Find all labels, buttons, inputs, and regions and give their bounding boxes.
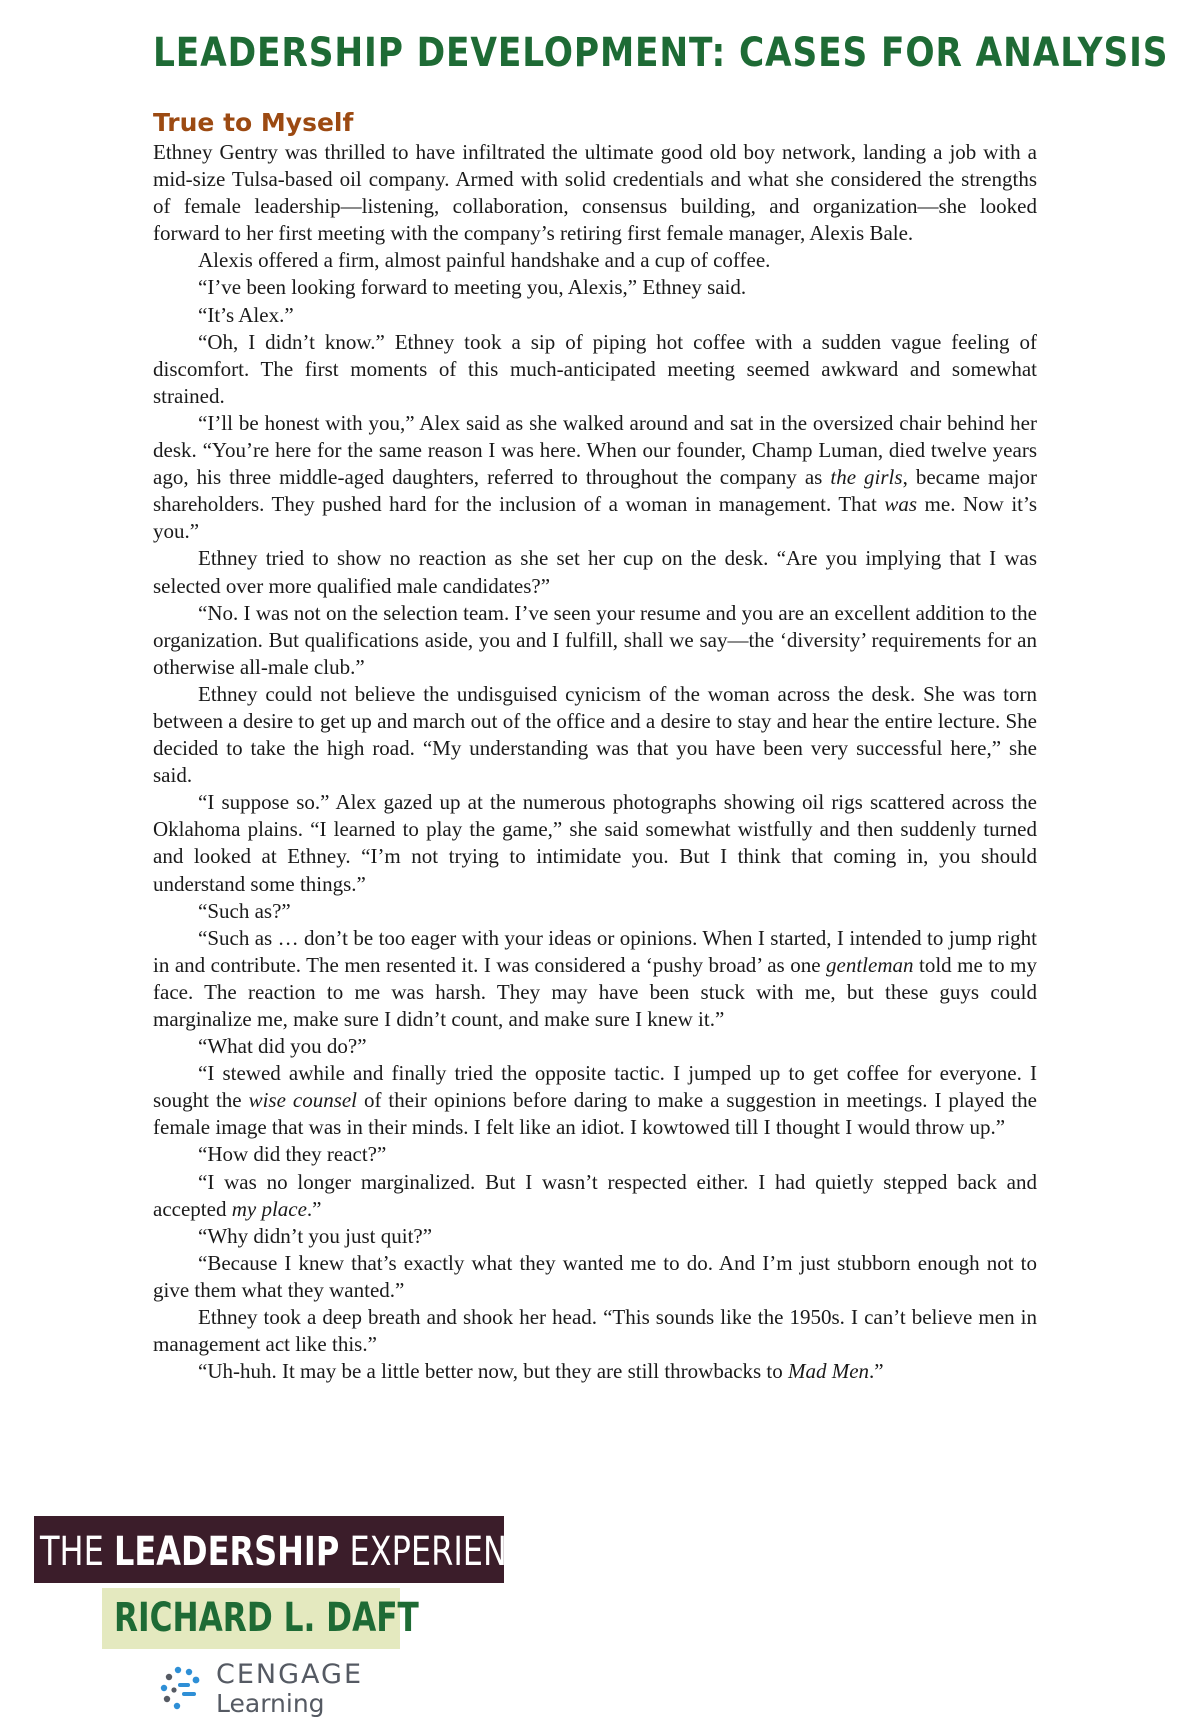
paragraph-text: me. Now it’s you.” — [153, 492, 1037, 544]
emphasis-text: was — [884, 492, 918, 517]
paragraph-text: “Oh, I didn’t know.” Ethney took a sip of piping hot coffee with a sudden vague feeling of discomfort. The first moments of this much-anticipated meeting seemed awkward and somewhat strained. — [153, 329, 1037, 408]
paragraph-text: “Uh-huh. It may be a little better now, but they are still throwbacks to — [198, 1359, 788, 1384]
paragraph-text: “Such as?” — [198, 898, 291, 923]
emphasis-text: Mad Men — [787, 1359, 870, 1384]
cengage-logo-icon — [158, 1664, 208, 1712]
paragraph-text: .” — [869, 1359, 884, 1384]
body-paragraph — [153, 600, 1037, 681]
paragraph-text: “Because I knew that’s exactly what they wanted me to do. And I’m just stubborn enough not to give them what they wanted.” — [153, 1250, 1037, 1302]
body-paragraph — [153, 1060, 1037, 1141]
paragraph-text: “What did you do?” — [198, 1034, 367, 1059]
paragraph-text: “I’ve been looking forward to meeting you, Alexis,” Ethney said. — [198, 275, 747, 300]
body-paragraph — [153, 789, 1037, 897]
body-paragraph — [153, 925, 1037, 1033]
paragraph-text: , became major shareholders. They pushed hard for the inclusion of a woman in management. That — [153, 465, 1038, 517]
book-title-prefix: THE — [40, 1529, 114, 1575]
case-title: True to Myself — [153, 108, 354, 137]
emphasis-text: wise counsel — [248, 1088, 358, 1113]
book-title — [40, 1527, 550, 1577]
emphasis-text: gentleman — [826, 952, 914, 977]
paragraph-text: Ethney Gentry was thrilled to have infiltrated the ultimate good old boy network, landing a job with a mid-size Tulsa-based oil company. Armed with solid credentials and what she considered the strengths of female leadership—listening, collaboration, consensus building, and organization—she looked forward to her first meeting with the company’s retiring first female manager, Alexis Bale. — [153, 140, 1037, 246]
body-paragraph — [153, 302, 1037, 329]
body-paragraph — [153, 410, 1037, 545]
paragraph-text: “I was no longer marginalized. But I wasn’t respected either. I had quietly stepped back and accepted — [153, 1169, 1037, 1221]
body-paragraph — [153, 681, 1037, 789]
body-paragraph — [153, 1358, 1037, 1385]
paragraph-text: “Such as … don’t be too eager with your ideas or opinions. When I started, I intended to jump right in and contribute. The men resented it. I was considered a ‘pushy broad’ as one — [153, 925, 1037, 977]
body-paragraph — [153, 898, 1037, 925]
emphasis-text: the girls — [830, 465, 903, 490]
body-paragraph — [153, 545, 1037, 599]
body-paragraph — [153, 139, 1037, 247]
paragraph-text: “How did they react?” — [198, 1142, 387, 1167]
body-paragraph — [153, 1250, 1037, 1304]
case-body — [153, 139, 1037, 1385]
paragraph-text: “Why didn’t you just quit?” — [198, 1223, 433, 1248]
paragraph-text: “I suppose so.” Alex gazed up at the numerous photographs showing oil rigs scattered across the Oklahoma plains. “I learned to play the game,” she said somewhat wistfully and then suddenly turned and looked at Ethney. “I’m not trying to intimidate you. But I think that coming in, you should understand some things.” — [153, 790, 1037, 896]
paragraph-text: “I’ll be honest with you,” Alex said as she walked around and sat in the oversized chair behind her desk. “You’re here for the same reason I was here. When our founder, Champ Luman, died twelve years ago, his three middle-aged daughters, referred to throughout the company as — [153, 410, 1037, 490]
paragraph-text: “No. I was not on the selection team. I’ve seen your resume and you are an excellent addition to the organization. But qualifications aside, you and I fulfill, shall we say—the ‘diversity’ requirements for an otherwise all-male club.” — [153, 600, 1037, 679]
body-paragraph — [153, 1033, 1037, 1060]
emphasis-text: my place — [231, 1196, 307, 1221]
body-paragraph — [153, 274, 1037, 301]
publisher-subtitle: Learning — [216, 1689, 325, 1718]
body-paragraph — [153, 1169, 1037, 1223]
paragraph-text: “It’s Alex.” — [198, 302, 294, 327]
body-paragraph — [153, 1223, 1037, 1250]
publisher-name: CENGAGE — [216, 1659, 364, 1690]
book-title-suffix: EXPERIENCE — [339, 1529, 550, 1575]
page-title: LEADERSHIP DEVELOPMENT: CASES FOR ANALYSIS — [153, 30, 1169, 76]
paragraph-text: of their opinions before daring to make a suggestion in meetings. I played the female image that was in their minds. I felt like an idiot. I kowtowed till I thought I would throw up.” — [153, 1088, 1037, 1140]
body-paragraph — [153, 1304, 1037, 1358]
paragraph-text: Alexis offered a firm, almost painful handshake and a cup of coffee. — [198, 248, 771, 273]
paragraph-text: Ethney took a deep breath and shook her head. “This sounds like the 1950s. I can’t believe men in management act like this.” — [153, 1305, 1037, 1357]
paragraph-text: Ethney could not believe the undisguised cynicism of the woman across the desk. She was torn between a desire to get up and march out of the office and a desire to stay and hear the entire lecture. She decided to take the high road. “My understanding was that you have been very successful here,” she said. — [153, 681, 1037, 788]
paragraph-text: .” — [306, 1196, 322, 1221]
paragraph-text: Ethney tried to show no reaction as she set her cup on the desk. “Are you implying that I was selected over more qualified male candidates?” — [153, 546, 1037, 598]
paragraph-text: told me to my face. The reaction to me was harsh. They may have been stuck with me, but these guys could marginalize me, make sure I didn’t count, and make sure I knew it.” — [153, 952, 1037, 1031]
body-paragraph — [153, 329, 1037, 410]
paragraph-text: “I stewed awhile and finally tried the opposite tactic. I jumped up to get coffee for everyone. I sought the — [153, 1061, 1037, 1113]
author-name: RICHARD L. DAFT — [114, 1595, 419, 1641]
body-paragraph — [153, 247, 1037, 274]
book-title-bold: LEADERSHIP — [114, 1529, 340, 1575]
body-paragraph — [153, 1141, 1037, 1168]
